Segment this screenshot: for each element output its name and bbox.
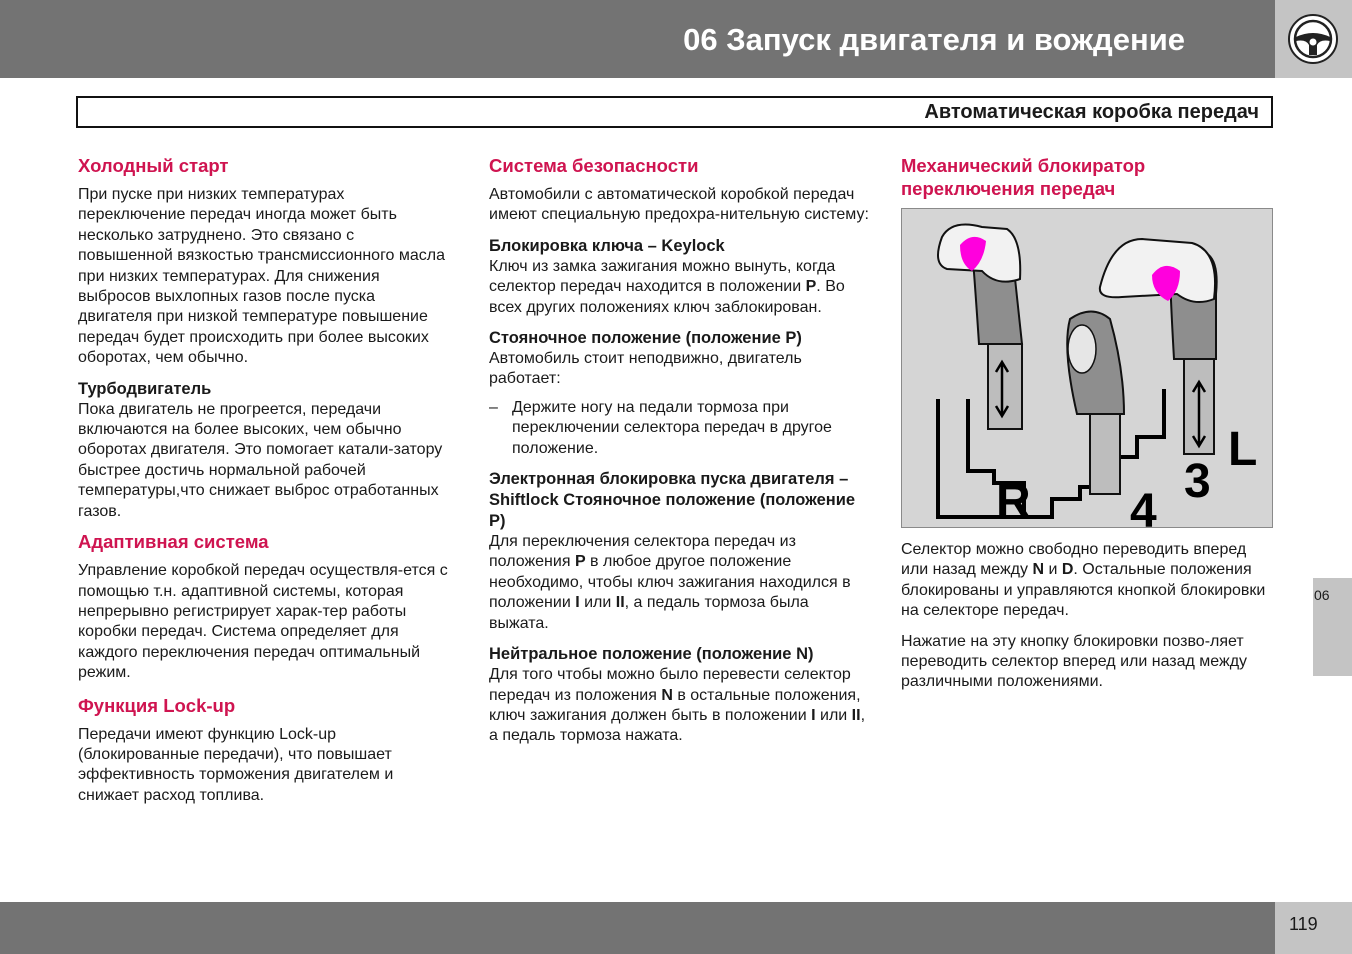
cold-start-heading: Холодный старт <box>78 155 229 176</box>
shiftlock-mechanical-heading: Механический блокиратор переключения передач <box>901 155 1146 199</box>
neutral-text: Для того чтобы можно было перевести селектор передач из положения N в остальные положения, ключ зажигания должен быть в положении I или II, а педаль тормоза нажата. <box>489 666 866 745</box>
chapter-tab-label: 06 <box>1314 587 1330 603</box>
gear-selector-drawing <box>902 209 1272 527</box>
header-bar <box>0 0 1275 78</box>
chapter-icon-box <box>1275 0 1352 78</box>
selector-text-1: Селектор можно свободно переводить вперед или назад между N и D. Остальные положения блокированы и управляются кнопкой блокировки на селекторе передач. <box>901 541 1266 620</box>
shiftlock-text: Для переключения селектора передач из положения P в любое другое положение необходимо, чтобы ключ зажигания находился в положении I или II, а педаль тормоза была выжата. <box>489 533 851 632</box>
keylock-heading: Блокировка ключа – Keylock <box>489 236 725 255</box>
chapter-side-tab <box>1313 578 1352 676</box>
parking-text: Автомобиль стоит неподвижно, двигатель работает: <box>489 350 802 388</box>
turbo-text: Пока двигатель не прогреется, передачи включаются на более высоких, чем обычно оборотах двигателя. Это помогает катали-затору быстрее достичь нормальной рабочей температуры,что снижает выброс отработанных газов. <box>78 400 443 520</box>
lockup-text: Передачи имеют функцию Lock-up (блокированные передачи), что повышает эффективность торможения двигателем и снижает расход топлива. <box>78 725 394 804</box>
gear-selector-illustration <box>901 208 1273 528</box>
turbo-heading: Турбодвигатель <box>78 379 212 398</box>
parking-heading: Стояночное положение (положение P) <box>489 329 802 348</box>
gear-label-r: R <box>996 475 1031 527</box>
bullet-text: Держите ногу на педали тормоза при переключении селектора передач в другое положение. <box>512 398 832 457</box>
section-title: Автоматическая коробка передач <box>924 101 1259 123</box>
chapter-title: 06 Запуск двигателя и вождение <box>683 22 1185 57</box>
column-2 <box>489 154 869 757</box>
bullet-marker: – <box>489 398 498 416</box>
adaptive-heading: Адаптивная система <box>78 531 269 553</box>
shiftlock-heading: Электронная блокировка пуска двигателя – Shiftlock Стояночное положение (положение P) <box>489 470 856 531</box>
page-number: 119 <box>1289 914 1318 934</box>
section-title-box <box>76 96 1273 128</box>
page-number-box <box>1275 902 1352 954</box>
neutral-heading: Нейтральное положение (положение N) <box>489 645 814 664</box>
safety-heading: Система безопасности <box>489 155 699 176</box>
gear-label-l: L <box>1228 423 1258 476</box>
lockup-heading: Функция Lock-up <box>78 694 236 716</box>
gear-label-4: 4 <box>1130 485 1157 527</box>
steering-wheel-icon <box>1287 13 1339 65</box>
gear-label-3: 3 <box>1184 455 1211 508</box>
keylock-text: Ключ из замка зажигания можно вынуть, когда селектор передач находится в положении P. Во всех других положениях ключ заблокирован. <box>489 257 845 316</box>
safety-text: Автомобили с автоматической коробкой передач имеют специальную предохра-нительную систему: <box>489 186 869 224</box>
footer-bar <box>0 902 1275 954</box>
parking-bullet <box>489 398 869 459</box>
selector-text-2: Нажатие на эту кнопку блокировки позво-ляет переводить селектор вперед или назад между различными положениями. <box>901 632 1248 691</box>
column-1 <box>78 154 453 816</box>
column-3 <box>901 154 1273 703</box>
adaptive-text: Управление коробкой передач осуществля-ется с помощью т.н. адаптивной системы, которая непрерывно регистрирует харак-тер работы коробки передач. Система определяет для каждого переключения передач оптимальный режим. <box>78 562 448 682</box>
cold-start-text: При пуске при низких температурах переключение передач иногда может быть несколько затруднено. Это связано с повышенной вязкостью трансмиссионного масла при низких температурах. Для снижения выбросов выхлопных газов после пуска двигателя при низкой температуре повышение передач будет происходить при более высоких оборотах, чем обычно. <box>78 186 446 367</box>
